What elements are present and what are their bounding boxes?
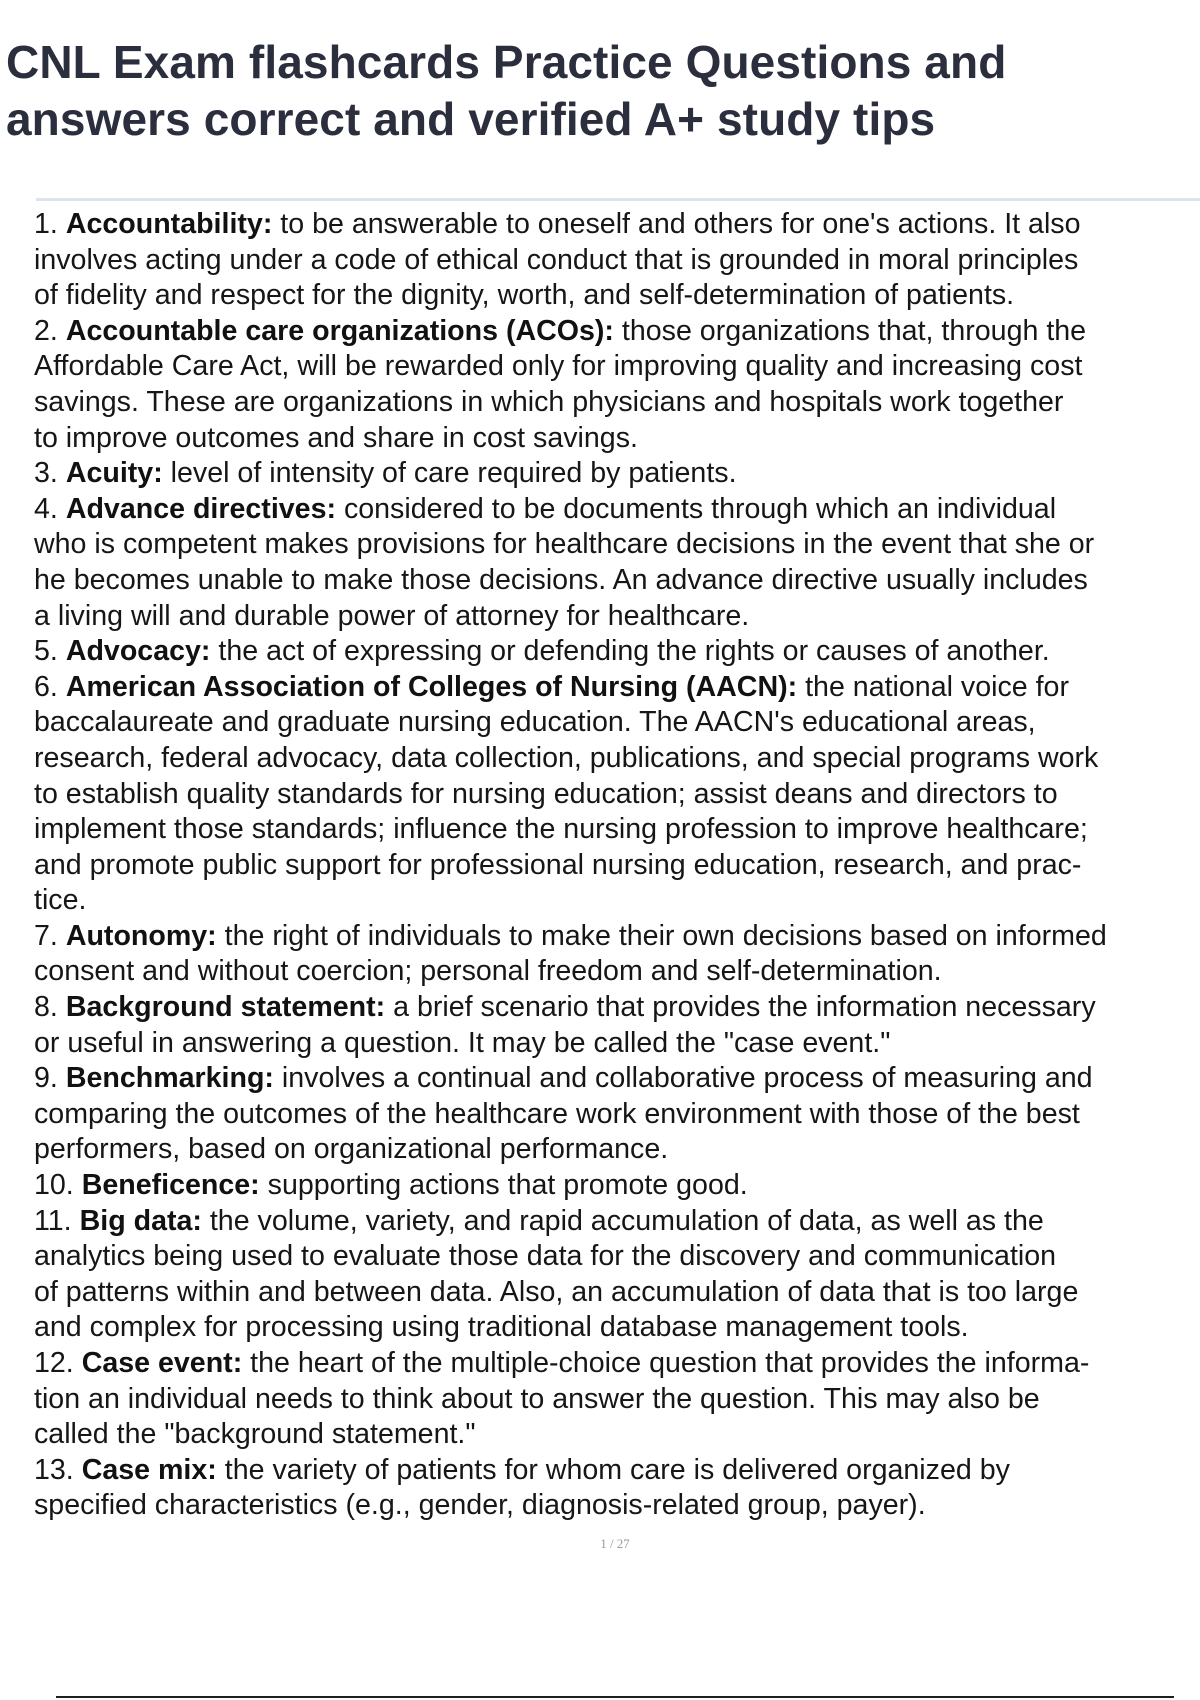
entry-definition: supporting actions that promote good. [259, 1169, 748, 1202]
entry-term: Case event: [81, 1347, 243, 1379]
entry-line [34, 349, 1200, 385]
entry-line [34, 421, 1200, 457]
entry-line [34, 954, 1200, 990]
entry-definition: involves acting under a code of ethical conduct that is grounded in moral principles [34, 243, 1079, 276]
entry-line [34, 777, 1200, 813]
entry-number: 3. [34, 457, 58, 490]
entry-definition: a living will and durable power of attorney for healthcare. [34, 599, 750, 632]
page-title-line: CNL Exam flashcards Practice Questions and [6, 36, 1007, 88]
entry-definition: tion an individual needs to think about to answer the question. This may also be [34, 1382, 1040, 1415]
entry-line [34, 314, 1200, 350]
entry-line [34, 1346, 1200, 1382]
entry-definition: tice. [34, 884, 87, 917]
entry-definition: the heart of the multiple-choice question that provides the informa- [242, 1347, 1090, 1379]
entry-line [34, 705, 1200, 741]
entry-term: Case mix: [81, 1453, 217, 1486]
entry-number: 10. [34, 1169, 74, 1202]
entry-number: 4. [34, 492, 58, 525]
entry-term: Acuity: [65, 457, 163, 490]
page-number: 1 / 27 [600, 1536, 630, 1551]
entry-definition: he becomes unable to make those decisions. An advance directive usually includes [34, 563, 1088, 596]
entry-number: 11. [34, 1204, 72, 1237]
entry-definition: involves a continual and collaborative process of measuring and [273, 1062, 1093, 1095]
entry-line [34, 456, 1200, 492]
entry-line [34, 385, 1200, 421]
entry-definition: to improve outcomes and share in cost savings. [34, 421, 638, 454]
entry-definition: considered to be documents through which an individual [336, 492, 1057, 525]
entry-term: American Association of Colleges of Nursing (AACN): [65, 670, 798, 703]
entry-definition: and promote public support for professional nursing education, research, and prac- [34, 848, 1082, 881]
entry-term: Beneficence: [81, 1169, 260, 1202]
entry-definition: level of intensity of care required by patients. [162, 457, 737, 490]
flashcard-entry [34, 634, 1200, 670]
entry-definition: and complex for processing using traditional database management tools. [34, 1311, 969, 1344]
entry-definition: savings. These are organizations in which physicians and hospitals work together [34, 385, 1064, 418]
entry-term: Benchmarking: [65, 1062, 274, 1095]
page-title [6, 34, 1186, 148]
entry-number: 8. [34, 991, 58, 1024]
title-divider [36, 198, 1200, 201]
entry-definition: baccalaureate and graduate nursing education. The AACN's educational areas, [34, 706, 1036, 739]
flashcard-entry [34, 456, 1200, 492]
entry-number: 9. [34, 1062, 58, 1095]
entry-definition: or useful in answering a question. It may be called the "case event." [34, 1026, 891, 1059]
entry-definition: of fidelity and respect for the dignity, worth, and self-determination of patients. [34, 279, 1015, 312]
entry-line [34, 634, 1200, 670]
entry-line [34, 563, 1200, 599]
flashcard-entry [34, 1204, 1200, 1346]
entry-line [34, 1275, 1200, 1311]
entry-term: Advance directives: [65, 492, 336, 525]
entry-definition: the variety of patients for whom care is delivered organized by [216, 1453, 1010, 1486]
entry-number: 12. [34, 1347, 74, 1379]
entry-line [34, 278, 1200, 314]
entry-term: Autonomy: [65, 919, 217, 952]
entry-line [34, 207, 1200, 243]
entry-line [34, 1239, 1200, 1275]
entry-definition: of patterns within and between data. Also, an accumulation of data that is too large [34, 1275, 1079, 1308]
entry-definition: those organizations that, through the [613, 314, 1087, 347]
flashcard-entry [34, 1168, 1200, 1204]
footer-divider [56, 1696, 1174, 1698]
entry-number: 7. [34, 919, 58, 952]
entry-definition: the act of expressing or defending the rights or causes of another. [210, 635, 1050, 668]
entry-line [34, 1417, 1200, 1453]
entry-term: Accountable care organizations (ACOs): [65, 314, 614, 347]
entry-definition: comparing the outcomes of the healthcare work environment with those of the best [34, 1097, 1080, 1130]
entry-line [34, 492, 1200, 528]
entry-line [34, 883, 1200, 919]
entry-line [34, 527, 1200, 563]
entry-number: 2. [34, 314, 58, 347]
flashcard-entry [34, 314, 1200, 456]
entry-definition: the national voice for [797, 670, 1069, 703]
entry-definition: implement those standards; influence the nursing profession to improve healthcare; [34, 813, 1088, 846]
entry-term: Big data: [79, 1204, 202, 1237]
entry-line [34, 919, 1200, 955]
entry-definition: consent and without coercion; personal freedom and self-determination. [34, 955, 942, 988]
entry-line [34, 990, 1200, 1026]
entry-definition: to establish quality standards for nursing education; assist deans and directors to [34, 777, 1058, 810]
entry-line [34, 1204, 1200, 1240]
entry-line [34, 670, 1200, 706]
flashcard-entry [34, 990, 1200, 1061]
entry-definition: the volume, variety, and rapid accumulation of data, as well as the [201, 1204, 1044, 1237]
entry-line [34, 1382, 1200, 1418]
entry-line [34, 243, 1200, 279]
entry-line [34, 848, 1200, 884]
entry-line [34, 599, 1200, 635]
entry-term: Accountability: [65, 208, 273, 240]
entry-definition: research, federal advocacy, data collection, publications, and special programs work [34, 741, 1099, 774]
entry-definition: a brief scenario that provides the information necessary [385, 991, 1096, 1024]
entry-line [34, 1061, 1200, 1097]
entry-line [34, 741, 1200, 777]
entry-term: Background statement: [65, 991, 386, 1024]
entry-number: 5. [34, 635, 58, 668]
entry-definition: specified characteristics (e.g., gender, diagnosis-related group, payer). [34, 1489, 926, 1522]
entry-line [34, 1310, 1200, 1346]
entry-definition: Affordable Care Act, will be rewarded only for improving quality and increasing cost [34, 350, 1083, 383]
entry-number: 1. [34, 208, 58, 240]
entry-number: 6. [34, 670, 58, 703]
entry-line [34, 1026, 1200, 1062]
flashcard-entry [34, 1346, 1200, 1453]
entry-definition: to be answerable to oneself and others for one's actions. It also [272, 208, 1081, 240]
entry-definition: the right of individuals to make their own decisions based on informed [216, 919, 1107, 952]
entry-line [34, 1168, 1200, 1204]
entry-line [34, 812, 1200, 848]
flashcard-entry [34, 207, 1200, 314]
flashcard-entry [34, 670, 1200, 919]
entry-definition: called the "background statement." [34, 1418, 476, 1451]
flashcard-list [34, 207, 1200, 1524]
entry-term: Advocacy: [65, 635, 211, 668]
flashcard-entry [34, 492, 1200, 634]
flashcard-entry [34, 1061, 1200, 1168]
entry-line [34, 1097, 1200, 1133]
page-title-line: answers correct and verified A+ study tips [6, 93, 936, 145]
flashcard-entry [34, 1453, 1200, 1524]
entry-number: 13. [34, 1453, 74, 1486]
entry-line [34, 1488, 1200, 1524]
entry-definition: performers, based on organizational performance. [34, 1133, 669, 1166]
entry-line [34, 1453, 1200, 1489]
entry-definition: who is competent makes provisions for healthcare decisions in the event that she or [34, 528, 1095, 561]
entry-line [34, 1132, 1200, 1168]
flashcard-entry [34, 919, 1200, 990]
entry-definition: analytics being used to evaluate those data for the discovery and communication [34, 1240, 1057, 1273]
